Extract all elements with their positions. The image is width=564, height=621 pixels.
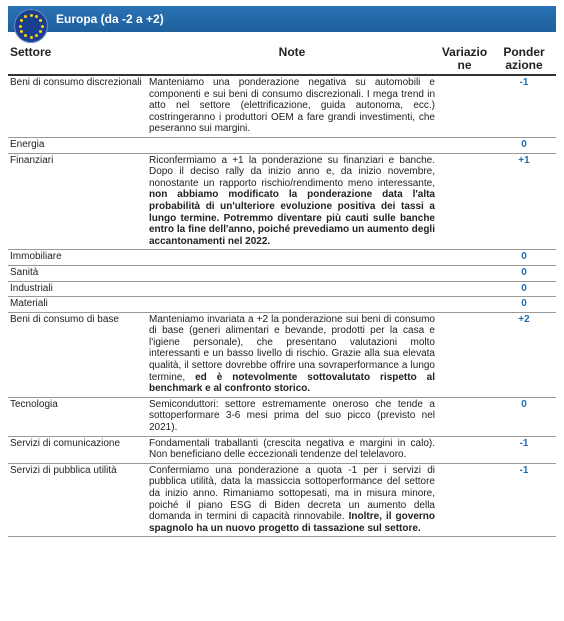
star-icon (41, 25, 44, 28)
variation-value (437, 75, 492, 137)
sector-note (147, 297, 437, 313)
note-text: Fondamentali traballanti (crescita negativa e margini in calo). Non beneficiano delle eccezionali tendenze del telelavoro. (149, 437, 435, 461)
sector-name: Finanziari (10, 154, 54, 166)
variation-value (437, 265, 492, 281)
table-banner (8, 6, 556, 32)
weight-value: 0 (521, 138, 527, 150)
variation-value (437, 297, 492, 313)
sector-name: Tecnologia (10, 398, 58, 410)
sector-name: Sanità (10, 266, 39, 278)
star-icon (30, 36, 33, 39)
star-icon (24, 15, 27, 18)
table-row (8, 250, 556, 266)
weight-value: 0 (521, 398, 527, 410)
note-text: Manteniamo una ponderazione negativa su automobili e componenti e sui beni di consumo discrezionali. I mega trend in atto nel settore (elettrificazione, guida autonoma, ecc.) costringeranno i produttori OEM a fare grandi investimenti, che peseranno sui margini. (149, 77, 435, 135)
sector-note (147, 265, 437, 281)
table-row (8, 297, 556, 313)
header-variation: Variazio ne (441, 45, 488, 72)
weight-value: +1 (518, 154, 530, 166)
header-note: Note (278, 45, 306, 59)
table-row (8, 312, 556, 397)
sector-note (147, 137, 437, 153)
sector-note (147, 250, 437, 266)
star-icon (39, 30, 42, 33)
sector-name: Energia (10, 138, 45, 150)
sector-note (147, 436, 437, 463)
sector-note (147, 153, 437, 250)
table-row (8, 75, 556, 137)
star-icon (30, 14, 33, 17)
weight-value: -1 (519, 437, 529, 449)
eu-flag-icon (14, 9, 48, 43)
note-bold-text: Inoltre, il governo spagnolo ha un nuovo progetto di tassazione sul settore. (149, 511, 435, 534)
table-header-row (8, 46, 556, 75)
note-text: Confermiamo una ponderazione a quota -1 per i servizi di pubblica utilità, data la massiccia sottoperformance del settore da inizio anno. Rimaniamo sottopesati, ma in misura minore, poiché il piano ESG di Biden decreta un aumento della domanda in termini di capacità rinnovabile. (149, 464, 435, 523)
sector-name: Beni di consumo discrezionali (10, 77, 142, 88)
table-row (8, 153, 556, 250)
sector-name: Servizi di comunicazione (10, 437, 121, 449)
note-bold-text: ed è notevolmente sottovalutato rispetto al benchmark e al confronto storico. (149, 371, 436, 395)
banner-title: Europa (da -2 a +2) (56, 12, 164, 26)
note-text: Semiconduttori: settore estremamente oneroso che tende a sottoperformare 3-6 mesi prima del suo picco (previsto nel 2021). (149, 398, 435, 434)
sector-name: Materiali (10, 298, 48, 310)
star-icon (39, 19, 42, 22)
weight-value: +2 (518, 313, 530, 325)
header-sector: Settore (10, 45, 52, 59)
sector-note (147, 463, 437, 537)
star-icon (20, 19, 23, 22)
note-bold-text: non abbiamo modificato la ponderazione data l'alta probabilità di un'ulteriore evoluzione positiva dei tassi a lungo termine. Potremmo diventare più cauti sulle banche entro la fine dell'anno, poiché prevediamo un aumento degli accantonamenti nel 2022. (149, 189, 435, 247)
weight-value: -1 (519, 464, 529, 476)
weight-value: 0 (521, 298, 527, 310)
variation-value (437, 312, 492, 397)
sector-name: Industriali (10, 282, 53, 294)
weight-value: 0 (521, 251, 527, 263)
sector-name: Servizi di pubblica utilità (10, 464, 117, 476)
variation-value (437, 397, 492, 436)
note-text: Riconfermiamo a +1 la ponderazione su finanziari e banche. Dopo il deciso rally da inizio anno e, da inizio novembre, nonostante un rapporto rischio/rendimento meno interessante, (149, 154, 435, 189)
table-row (8, 436, 556, 463)
variation-value (437, 137, 492, 153)
star-icon (35, 34, 38, 37)
sector-note (147, 397, 437, 436)
star-icon (20, 30, 23, 33)
sector-note (147, 312, 437, 397)
weight-value: 0 (521, 282, 527, 294)
variation-value (437, 153, 492, 250)
weight-value: -1 (519, 77, 529, 88)
variation-value (437, 250, 492, 266)
variation-value (437, 281, 492, 297)
star-icon (19, 25, 22, 28)
sector-name: Beni di consumo di base (10, 313, 119, 325)
star-icon (24, 34, 27, 37)
table-row (8, 265, 556, 281)
sector-note (147, 281, 437, 297)
table-row (8, 281, 556, 297)
table-row (8, 137, 556, 153)
star-icon (35, 15, 38, 18)
variation-value (437, 463, 492, 537)
table-row (8, 397, 556, 436)
sector-name: Immobiliare (10, 251, 62, 263)
weight-value: 0 (521, 266, 527, 278)
note-text: Manteniamo invariata a +2 la ponderazione sui beni di consumo di base (generi alimentari e bevande, prodotti per la casa e l'igiene personale), che presentano valutazioni molto interessanti e un basso livello di rischio. Grazie alla sua elevata qualità, il settore dovrebbe offrire una sovraperformance a lungo termine, (149, 313, 435, 383)
header-weight: Ponder azione (503, 45, 545, 72)
sector-note (147, 75, 437, 137)
table-row (8, 463, 556, 537)
sector-table (8, 46, 556, 537)
variation-value (437, 436, 492, 463)
